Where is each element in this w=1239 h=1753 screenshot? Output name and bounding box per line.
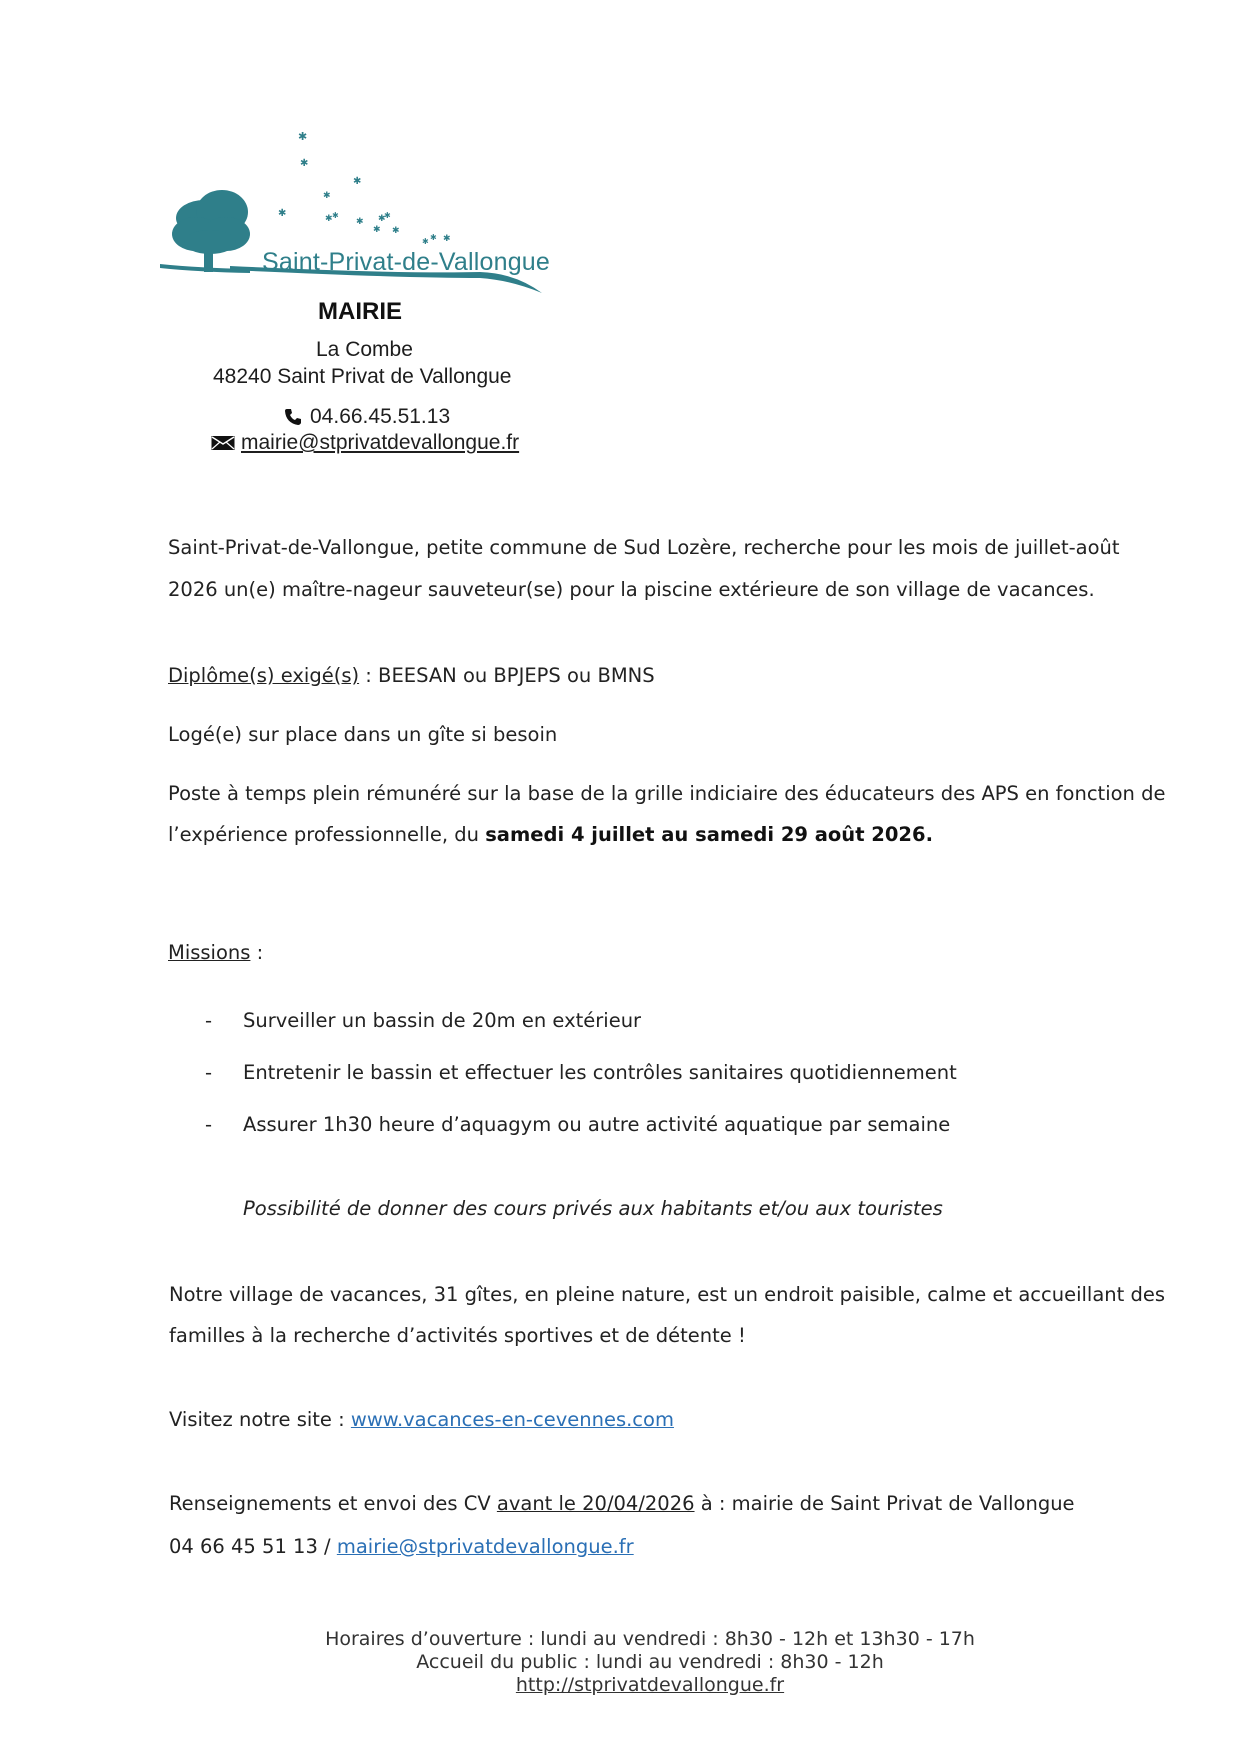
star-icon: ✱	[332, 211, 339, 220]
address-line-2: 48240 Saint Privat de Vallongue	[213, 365, 512, 388]
position-dates: samedi 4 juillet au samedi 29 août 2026.	[485, 823, 933, 846]
private-lessons-note: Possibilité de donner des cours privés aux habitants et/ou aux touristes	[243, 1197, 943, 1220]
mairie-title: MAIRIE	[318, 298, 402, 325]
footer-public-hours: Accueil du public : lundi au vendredi : 8h30 - 12h	[416, 1651, 884, 1673]
village-line-2: familles à la recherche d’activités sportives et de détente !	[169, 1324, 746, 1347]
contact-deadline: avant le 20/04/2026	[496, 1492, 695, 1515]
star-icon: ✱	[278, 208, 287, 219]
star-icon: ✱	[300, 158, 309, 169]
website-label: Visitez notre site :	[169, 1408, 351, 1431]
email-row	[211, 431, 519, 455]
intro-line-2: 2026 un(e) maître-nageur sauveteur(se) pour la piscine extérieure de son village de vacances.	[168, 578, 1095, 601]
star-icon: ✱	[443, 234, 451, 244]
list-item	[205, 1113, 950, 1136]
contact-text: Renseignements et envoi des CV	[169, 1492, 497, 1515]
contact-destination: à : mairie de Saint Privat de Vallongue	[694, 1492, 1075, 1515]
list-item	[205, 1061, 957, 1084]
missions-label: Missions	[168, 941, 251, 964]
phone-number: 04.66.45.51.13	[310, 405, 451, 428]
commune-logo	[160, 118, 580, 318]
housing-line: Logé(e) sur place dans un gîte si besoin	[168, 723, 558, 746]
diploma-label: Diplôme(s) exigé(s)	[168, 664, 360, 687]
contact-line-2	[169, 1535, 634, 1558]
address-line-1: La Combe	[316, 338, 413, 361]
footer-website-link[interactable]: http://stprivatdevallongue.fr	[515, 1674, 785, 1696]
position-line-1: Poste à temps plein rémunéré sur la base de la grille indiciaire des éducateurs des APS en fonction de	[168, 782, 1166, 805]
star-icon: ✱	[422, 237, 429, 246]
email-link[interactable]: mairie@stprivatdevallongue.fr	[241, 431, 520, 454]
phone-icon	[283, 407, 303, 427]
star-icon: ✱	[373, 225, 381, 235]
star-icon: ✱	[430, 233, 437, 242]
position-line-2	[168, 823, 933, 846]
website-line	[169, 1408, 674, 1431]
star-icon: ✱	[392, 226, 400, 236]
list-bullet: -	[205, 1009, 213, 1032]
star-icon: ✱	[378, 214, 386, 224]
star-icon: ✱	[384, 211, 391, 220]
list-bullet: -	[205, 1061, 213, 1084]
diploma-line	[168, 664, 655, 687]
position-period-text: l’expérience professionnelle, du	[168, 823, 486, 846]
missions-heading	[168, 941, 263, 964]
star-icon: ✱	[356, 217, 364, 227]
footer-hours: Horaires d’ouverture : lundi au vendredi : 8h30 - 12h et 13h30 - 17h	[325, 1628, 975, 1650]
village-line-1: Notre village de vacances, 31 gîtes, en pleine nature, est un endroit paisible, calme et accueillant des	[169, 1283, 1166, 1306]
missions-suffix: :	[250, 941, 264, 964]
mission-text: Entretenir le bassin et effectuer les contrôles sanitaires quotidiennement	[243, 1061, 957, 1084]
contact-line-1	[169, 1492, 1075, 1515]
star-icon: ✱	[325, 214, 333, 224]
list-item	[205, 1009, 641, 1032]
diploma-value: : BEESAN ou BPJEPS ou BMNS	[359, 664, 655, 687]
website-link[interactable]: www.vacances-en-cevennes.com	[350, 1408, 674, 1431]
envelope-icon	[211, 435, 235, 451]
page-footer	[320, 1628, 980, 1697]
mission-text: Assurer 1h30 heure d’aquagym ou autre activité aquatique par semaine	[243, 1113, 951, 1136]
mission-text: Surveiller un bassin de 20m en extérieur	[243, 1009, 642, 1032]
star-icon: ✱	[298, 130, 308, 143]
star-icon: ✱	[323, 191, 331, 201]
logo-wordmark: Saint-Privat-de-Vallongue	[262, 248, 551, 276]
list-bullet: -	[205, 1113, 213, 1136]
contact-phone: 04 66 45 51 13 /	[169, 1535, 337, 1558]
contact-email-link[interactable]: mairie@stprivatdevallongue.fr	[336, 1535, 634, 1558]
phone-row	[283, 405, 450, 429]
star-icon: ✱	[353, 176, 362, 187]
intro-line-1: Saint-Privat-de-Vallongue, petite commune de Sud Lozère, recherche pour les mois de juillet-août	[168, 536, 1120, 559]
